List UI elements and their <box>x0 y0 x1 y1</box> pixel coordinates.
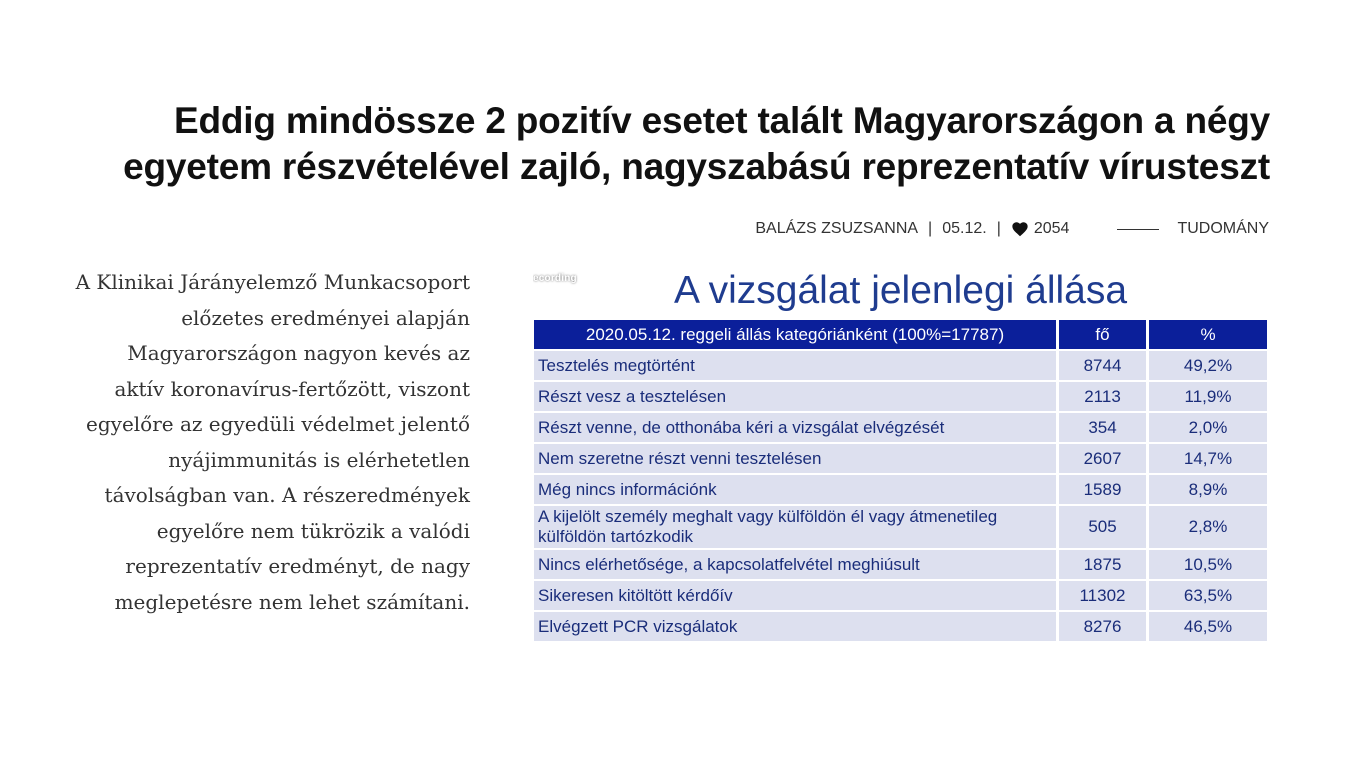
row-count: 2607 <box>1059 444 1149 473</box>
meta-separator: | <box>996 220 1001 237</box>
table-row <box>534 612 1267 641</box>
category-link[interactable]: TUDOMÁNY <box>1177 220 1269 237</box>
table-row <box>534 581 1267 610</box>
row-count: 8276 <box>1059 612 1149 641</box>
row-count: 354 <box>1059 413 1149 442</box>
row-label: Sikeresen kitöltött kérdőív <box>534 581 1059 610</box>
header-category: 2020.05.12. reggeli állás kategóriánként (100%=17787) <box>534 320 1059 349</box>
article-image <box>533 263 1268 648</box>
row-percent: 10,5% <box>1149 550 1267 579</box>
table-row <box>534 351 1267 380</box>
row-label: A kijelölt személy meghalt vagy külföldön él vagy átmenetileg külföldön tartózkodik <box>534 506 1059 548</box>
table-row <box>534 413 1267 442</box>
author-link[interactable]: BALÁZS ZSUZSANNA <box>755 220 919 237</box>
table-row <box>534 506 1267 548</box>
header-count: fő <box>1059 320 1149 349</box>
figure-title: A vizsgálat jelenlegi állása <box>673 269 1128 312</box>
table-row <box>534 444 1267 473</box>
table-row <box>534 550 1267 579</box>
row-count: 8744 <box>1059 351 1149 380</box>
publish-date: 05.12. <box>942 220 987 237</box>
table-row <box>534 475 1267 504</box>
row-percent: 49,2% <box>1149 351 1267 380</box>
article-meta <box>755 218 1269 240</box>
like-count: 2054 <box>1033 220 1070 237</box>
category-divider <box>1117 229 1159 230</box>
row-count: 2113 <box>1059 382 1149 411</box>
meta-separator: | <box>928 220 933 237</box>
article-headline: Eddig mindössze 2 pozitív esetet talált Magyarországon a négy egyetem részvételével zajló, nagyszabású reprezentatív vírusteszt <box>123 100 1270 187</box>
row-percent: 2,0% <box>1149 413 1267 442</box>
row-count: 505 <box>1059 506 1149 548</box>
article-lede: A Klinikai Járányelemző Munkacsoport előzetes eredményei alapján Magyarországon nagyon kevés az aktív koronavírus-fertőzött, viszont egyelőre az egyedüli védelmet jelentő nyájimmunitás is elérhetetlen távolságban van. A részeredmények egyelőre nem tükrözik a valódi reprezentatív eredményt, de nagy meglepetésre nem lehet számítani. <box>75 270 470 614</box>
row-count: 1875 <box>1059 550 1149 579</box>
row-label: Részt vesz a tesztelésen <box>534 382 1059 411</box>
row-percent: 46,5% <box>1149 612 1267 641</box>
image-watermark: ecording <box>533 273 577 284</box>
row-count: 1589 <box>1059 475 1149 504</box>
row-percent: 63,5% <box>1149 581 1267 610</box>
table-row <box>534 382 1267 411</box>
row-label: Részt venne, de otthonába kéri a vizsgálat elvégzését <box>534 413 1059 442</box>
row-count: 11302 <box>1059 581 1149 610</box>
row-percent: 8,9% <box>1149 475 1267 504</box>
table-header-row <box>534 320 1267 349</box>
row-percent: 2,8% <box>1149 506 1267 548</box>
row-percent: 14,7% <box>1149 444 1267 473</box>
row-label: Nem szeretne részt venni tesztelésen <box>534 444 1059 473</box>
row-percent: 11,9% <box>1149 382 1267 411</box>
row-label: Nincs elérhetősége, a kapcsolatfelvétel meghiúsult <box>534 550 1059 579</box>
row-label: Még nincs információnk <box>534 475 1059 504</box>
row-label: Tesztelés megtörtént <box>534 351 1059 380</box>
results-table <box>534 318 1267 643</box>
heart-icon[interactable] <box>1011 221 1029 237</box>
row-label: Elvégzett PCR vizsgálatok <box>534 612 1059 641</box>
header-percent: % <box>1149 320 1267 349</box>
